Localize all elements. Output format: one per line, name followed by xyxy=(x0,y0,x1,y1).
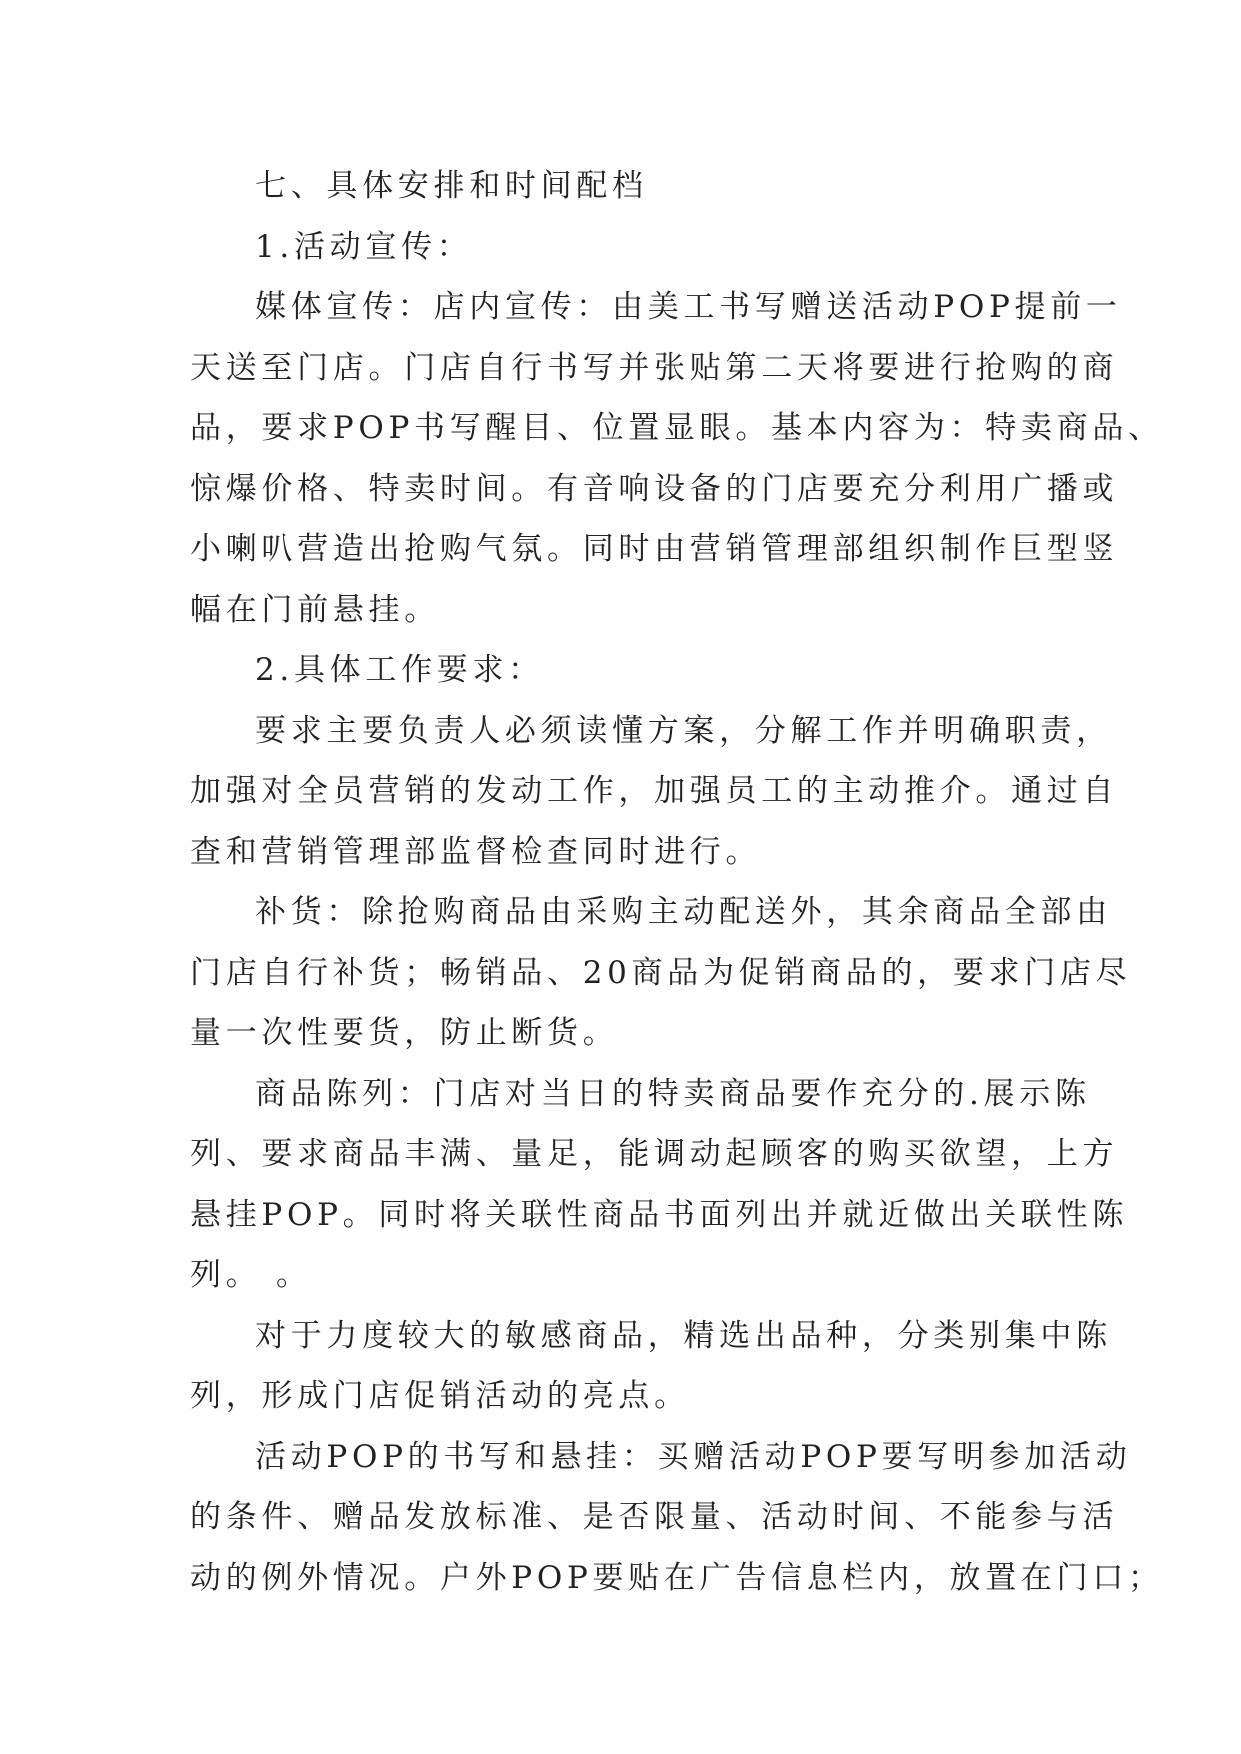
paragraph-line: 天送至门店。门店自行书写并张贴第二天将要进行抢购的商 xyxy=(190,349,1119,386)
paragraph-line: 动的例外情况。户外POP要贴在广告信息栏内，放置在门口； xyxy=(190,1559,1164,1596)
paragraph-line: 的条件、赠品发放标准、是否限量、活动时间、不能参与活 xyxy=(190,1499,1119,1535)
paragraph-line: 商品陈列：门店对当日的特卖商品要作充分的.展示陈 xyxy=(255,1075,1091,1112)
paragraph-line: 媒体宣传：店内宣传：由美工书写赠送活动POP提前一 xyxy=(255,289,1122,325)
paragraph-line: 惊爆价格、特卖时间。有音响设备的门店要充分利用广播或 xyxy=(190,470,1119,507)
paragraph-line: 列，形成门店促销活动的亮点。 xyxy=(190,1378,690,1414)
paragraph-line: 品，要求POP书写醒目、位置显眼。基本内容为：特卖商品、 xyxy=(190,410,1164,446)
paragraph-line: 要求主要负责人必须读懂方案，分解工作并明确职责， xyxy=(255,712,1112,749)
paragraph-line: 活动POP的书写和悬挂：买赠活动POP要写明参加活动 xyxy=(255,1438,1132,1475)
paragraph-line: 加强对全员营销的发动工作，加强员工的主动推介。通过自 xyxy=(190,773,1119,809)
paragraph-line: 小喇叭营造出抢购气氛。同时由营销管理部组织制作巨型竖 xyxy=(190,531,1119,567)
section-heading: 七、具体安排和时间配档 xyxy=(255,168,648,204)
paragraph-line: 查和营销管理部监督检查同时进行。 xyxy=(190,833,762,870)
document-body xyxy=(190,156,1164,1608)
subsection-heading: 2.具体工作要求： xyxy=(255,652,544,688)
paragraph-line: 悬挂POP。同时将关联性商品书面列出并就近做出关联性陈 xyxy=(190,1196,1129,1233)
paragraph-line: 幅在门前悬挂。 xyxy=(190,591,440,628)
paragraph-line: 列。 。 xyxy=(190,1257,312,1293)
paragraph-line: 列、要求商品丰满、量足，能调动起顾客的购买欲望，上方 xyxy=(190,1136,1119,1172)
paragraph-line: 门店自行补货；畅销品、20商品为促销商品的，要求门店尽 xyxy=(190,954,1132,991)
subsection-heading: 1.活动宣传： xyxy=(255,228,473,265)
paragraph-line: 补货：除抢购商品由采购主动配送外，其余商品全部由 xyxy=(255,894,1112,930)
paragraph-line: 量一次性要货，防止断货。 xyxy=(190,1015,619,1051)
paragraph-line: 对于力度较大的敏感商品，精选出品种，分类别集中陈 xyxy=(255,1317,1112,1354)
